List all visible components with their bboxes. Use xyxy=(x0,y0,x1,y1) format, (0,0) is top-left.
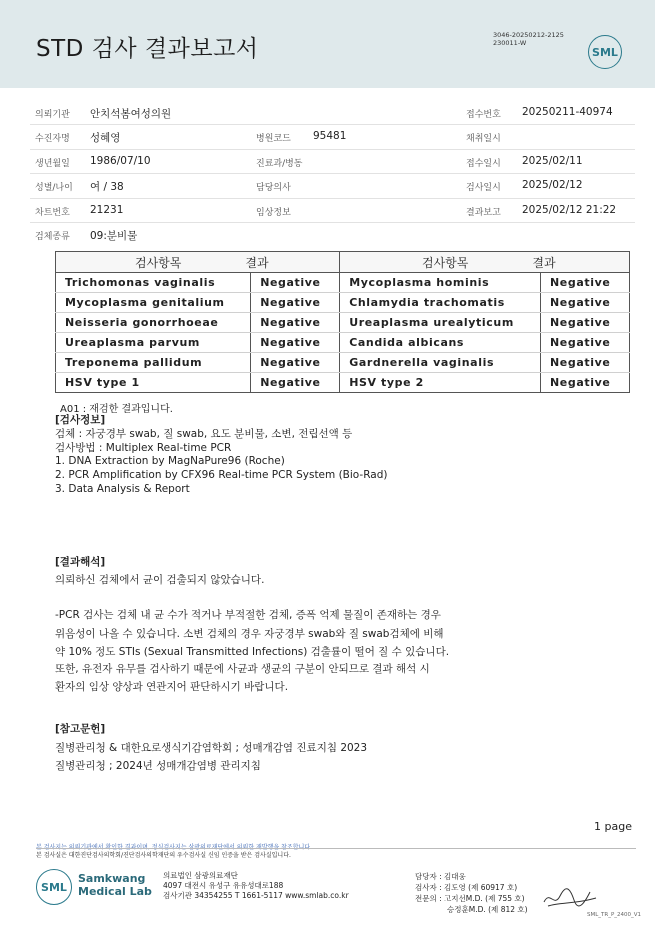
table-row xyxy=(56,313,630,333)
test-item: Mycoplasma hominis xyxy=(340,273,541,293)
receipt-date-value: 2025/02/11 xyxy=(522,154,583,167)
footer-note: 본 검사실은 대한진단검사의학회/진단검사의학재단의 우수검사실 신임 인증을 받은 검사실입니다. xyxy=(36,852,291,859)
company-name-line1: Samkwang xyxy=(78,872,146,885)
retest-note: A01 : 재검한 결과입니다. xyxy=(60,404,173,415)
references-heading: [참고문헌] xyxy=(55,723,106,735)
specimen-value: 09:분비물 xyxy=(90,229,138,242)
results-table xyxy=(55,251,630,393)
collect-date-label: 채취일시 xyxy=(466,134,501,145)
info-row xyxy=(30,150,635,174)
test-item: Ureaplasma parvum xyxy=(56,333,251,353)
institution-value: 안치석봄여성의원 xyxy=(90,108,172,120)
staff-line: 검사자 : 김도영 (제 60917 호) xyxy=(415,883,518,892)
birth-value: 1986/07/10 xyxy=(90,154,151,167)
doctor-label: 담당의사 xyxy=(256,183,291,194)
test-result: Negative xyxy=(251,333,340,353)
table-row xyxy=(56,273,630,293)
receipt-no-label: 접수번호 xyxy=(466,110,501,120)
interpretation-line: 의뢰하신 검체에서 균이 검출되지 않았습니다. xyxy=(55,574,265,586)
report-code xyxy=(493,31,564,47)
sml-logo xyxy=(588,35,622,69)
test-item: HSV type 2 xyxy=(340,373,541,393)
report-code-line1: 3046-20250212-2125 xyxy=(493,31,564,39)
table-row xyxy=(56,373,630,393)
staff-info xyxy=(415,871,528,915)
report-title: STD 검사 결과보고서 xyxy=(36,36,259,62)
patient-value: 성혜영 xyxy=(90,132,121,145)
address-line: 4097 대전시 유성구 유유성대로188 xyxy=(163,881,284,890)
left-header xyxy=(56,252,340,273)
right-header-item: 검사항목 xyxy=(421,255,469,270)
hospital-code-value: 95481 xyxy=(313,130,347,143)
chart-value: 21231 xyxy=(90,203,124,216)
interpretation-line: 약 10% 정도 STIs (Sexual Transmitted Infections) 검출률이 떨어 질 수 있습니다. xyxy=(55,646,450,658)
test-result: Negative xyxy=(251,273,340,293)
sml-footer-logo-text: SML xyxy=(41,880,67,894)
signature-image xyxy=(540,882,600,912)
left-header-result: 결과 xyxy=(245,255,269,270)
form-code: SML_TR_P_2400_V1 xyxy=(587,912,642,918)
exam-date-value: 2025/02/12 xyxy=(522,179,583,192)
test-result: Negative xyxy=(541,313,630,333)
test-result: Negative xyxy=(251,373,340,393)
footer-note-blue: 본 검사지는 의뢰기관에서 확인한 결과이며, 정식검사지는 삼광의료재단에서 의뢰한 재발행을 참조합니다. xyxy=(36,844,313,851)
test-result: Negative xyxy=(251,313,340,333)
interpretation-line: -PCR 검사는 검체 내 균 수가 적거나 부적절한 검체, 증폭 억제 물질이 존재하는 경우 xyxy=(55,609,441,621)
exam-info-step: 3. Data Analysis & Report xyxy=(55,483,190,495)
test-item: Gardnerella vaginalis xyxy=(340,353,541,373)
interpretation-line: 또한, 유전자 유무를 검사하기 때문에 사균과 생균의 구분이 안되므로 결과 해석 시 xyxy=(55,663,430,675)
exam-info-specimen: 검체 : 자궁경부 swab, 질 swab, 요도 분비물, 소변, 전립선액 등 xyxy=(55,428,353,440)
exam-date-label: 검사일시 xyxy=(466,183,501,194)
receipt-date-label: 접수일시 xyxy=(466,158,501,169)
info-row xyxy=(30,125,635,149)
report-code-line2: 230011-W xyxy=(493,39,527,47)
birth-label: 생년월일 xyxy=(35,158,70,169)
address-line: 의료법인 삼광의료재단 xyxy=(163,871,238,880)
left-header-item: 검사항목 xyxy=(134,255,182,270)
patient-label: 수진자명 xyxy=(35,134,70,145)
sex-age-value: 여 / 38 xyxy=(90,181,124,194)
test-result: Negative xyxy=(541,373,630,393)
address-line: 검사기관 34354255 T 1661-5117 www.smlab.co.kr xyxy=(163,891,349,900)
staff-line: 담당자 : 김대웅 xyxy=(415,872,466,881)
institution-label: 의뢰기관 xyxy=(35,110,70,120)
staff-line: 승정훈M.D. (제 812 호) xyxy=(447,905,528,914)
info-row xyxy=(30,174,635,198)
table-row xyxy=(56,293,630,313)
test-result: Negative xyxy=(541,273,630,293)
company-address xyxy=(163,871,349,901)
test-item: Candida albicans xyxy=(340,333,541,353)
test-item: Chlamydia trachomatis xyxy=(340,293,541,313)
right-header-result: 결과 xyxy=(532,255,556,270)
test-item: HSV type 1 xyxy=(56,373,251,393)
hospital-code-label: 병원코드 xyxy=(256,134,291,145)
exam-info-step: 1. DNA Extraction by MagNaPure96 (Roche) xyxy=(55,455,285,467)
report-label: 결과보고 xyxy=(466,207,501,218)
test-result: Negative xyxy=(251,293,340,313)
info-row xyxy=(30,199,635,223)
test-item: Treponema pallidum xyxy=(56,353,251,373)
results-header-row xyxy=(56,252,630,273)
exam-info-method: 검사방법 : Multiplex Real-time PCR xyxy=(55,442,232,454)
clinical-label: 임상정보 xyxy=(256,207,291,218)
table-row xyxy=(56,333,630,353)
patient-info xyxy=(30,101,635,246)
info-row xyxy=(30,223,635,246)
specimen-label: 검체종류 xyxy=(35,231,70,242)
test-item: Neisseria gonorrhoeae xyxy=(56,313,251,333)
test-result: Negative xyxy=(541,333,630,353)
exam-info-heading: [검사정보] xyxy=(55,414,106,426)
chart-label: 차트번호 xyxy=(35,207,70,218)
test-result: Negative xyxy=(251,353,340,373)
table-row xyxy=(56,353,630,373)
right-header xyxy=(340,252,630,273)
test-item: Trichomonas vaginalis xyxy=(56,273,251,293)
test-result: Negative xyxy=(541,353,630,373)
interpretation-line: 위음성이 나올 수 있습니다. 소변 검체의 경우 자궁경부 swab와 질 swab검체에 비해 xyxy=(55,628,444,640)
report-date-value: 2025/02/12 21:22 xyxy=(522,203,617,216)
staff-line: 전문의 : 고지선M.D. (제 755 호) xyxy=(415,894,525,903)
receipt-no-value: 20250211-40974 xyxy=(522,106,613,118)
sml-logo-text: SML xyxy=(592,45,618,59)
dept-label: 진료과/병동 xyxy=(256,158,303,169)
page-number: 1 page xyxy=(594,820,632,833)
interpretation-line: 환자의 임상 양상과 연관지어 판단하시기 바랍니다. xyxy=(55,681,289,693)
sex-age-label: 성별/나이 xyxy=(35,183,73,194)
reference-item: 질병관리청 & 대한요로생식기감염학회 ; 성매개감염 진료지침 2023 xyxy=(55,742,368,754)
company-name-line2: Medical Lab xyxy=(78,885,152,898)
reference-item: 질병관리청 ; 2024년 성매개감염병 관리지침 xyxy=(55,760,261,772)
sml-footer-logo xyxy=(36,869,72,905)
test-item: Ureaplasma urealyticum xyxy=(340,313,541,333)
test-result: Negative xyxy=(541,293,630,313)
exam-info-step: 2. PCR Amplification by CFX96 Real-time PCR System (Bio-Rad) xyxy=(55,469,388,481)
info-row xyxy=(30,101,635,125)
interpretation-heading: [결과해석] xyxy=(55,556,106,568)
test-item: Mycoplasma genitalium xyxy=(56,293,251,313)
footer-divider xyxy=(36,848,636,849)
company-name xyxy=(78,872,152,898)
